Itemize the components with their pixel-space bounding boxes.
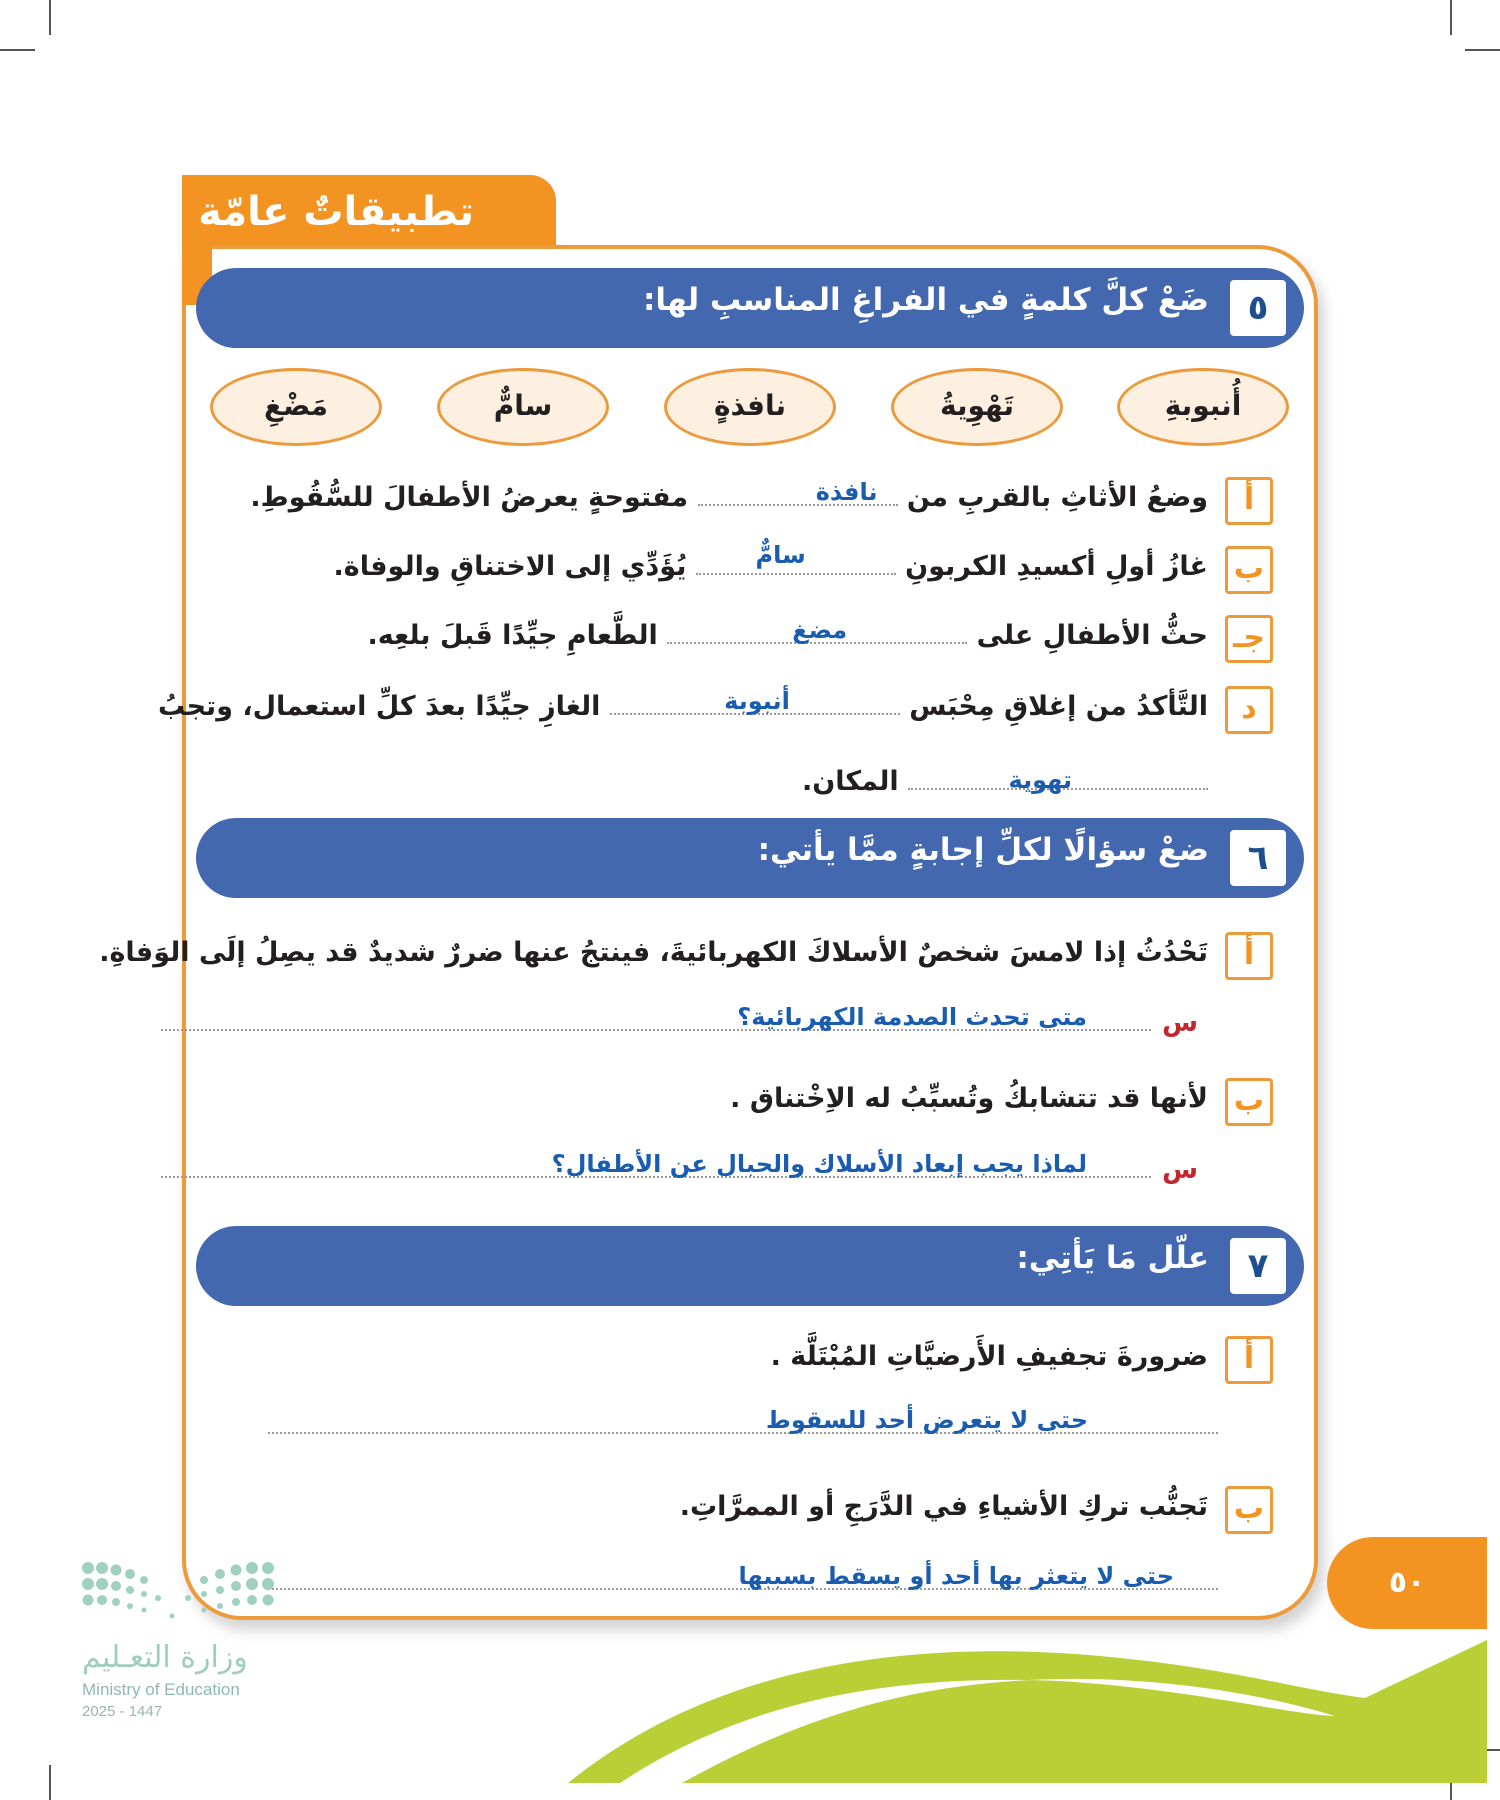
item-label: ب bbox=[1225, 546, 1273, 594]
section-title: ضعْ سؤالًا لكلِّ إجابةٍ ممَّا يأتي: bbox=[757, 832, 1209, 868]
ministry-name-english: Ministry of Education bbox=[82, 1680, 240, 1699]
word-bank-item[interactable]: نافذةٍ bbox=[664, 368, 836, 446]
word-bank-item[interactable]: أُنبوبةِ bbox=[1117, 368, 1289, 446]
blank-field[interactable] bbox=[610, 687, 900, 715]
fill-blank-item: وضعُ الأثاثِ بالقربِ من نافذة مفتوحةٍ يعرضُ الأطفالَ للسُّقُوطِ. bbox=[250, 478, 1208, 513]
word-bank-item[interactable]: مَضْغِ bbox=[210, 368, 382, 446]
question-marker: س bbox=[1162, 1008, 1198, 1038]
ministry-logo-dots-icon bbox=[80, 1560, 280, 1640]
item-label: جـ bbox=[1225, 615, 1273, 663]
section-number: ٧ bbox=[1230, 1238, 1286, 1294]
edition-year: 2025 - 1447 bbox=[82, 1703, 163, 1720]
answer-text: أنبوبة bbox=[724, 687, 790, 715]
answer-text: نافذة bbox=[815, 478, 878, 506]
item-label: ب bbox=[1225, 1078, 1273, 1126]
answer-field[interactable] bbox=[268, 1406, 1218, 1434]
answer-line bbox=[268, 1406, 1218, 1438]
answer-statement: لأنها قد تتشابكُ وتُسبِّبُ له الاِخْتناق . bbox=[730, 1083, 1208, 1114]
answer-text: سامٌّ bbox=[755, 541, 806, 569]
answer-line bbox=[268, 1562, 1218, 1594]
section-title: ضَعْ كلَّ كلمةٍ في الفراغِ المناسبِ لها: bbox=[643, 282, 1209, 318]
fill-blank-item: حثُّ الأطفالِ على مضغ الطَّعامِ جيِّدًا قَبلَ بلعِه. bbox=[367, 616, 1208, 651]
item-label: ب bbox=[1225, 1486, 1273, 1534]
section-number: ٦ bbox=[1230, 830, 1286, 886]
section-7-header bbox=[196, 1226, 1304, 1306]
reason-statement: ضرورةَ تجفيفِ الأَرضيَّاتِ المُبْتَلَّة . bbox=[770, 1341, 1208, 1372]
answer-field[interactable] bbox=[268, 1562, 1218, 1590]
answer-text: حتى لا يتعثر بها أحد أو يسقط بسببها bbox=[738, 1562, 1174, 1590]
answer-statement: تَحْدُثُ إذا لامسَ شخصٌ الأسلاكَ الكهربائيةَ، فينتجُ عنها ضررٌ شديدٌ قد يصِلُ إلَى الوَفاةِ. bbox=[99, 937, 1208, 968]
word-bank-item[interactable]: سامٌّ bbox=[437, 368, 609, 446]
question-field[interactable] bbox=[161, 1003, 1151, 1031]
question-marker: س bbox=[1162, 1155, 1198, 1185]
blank-field[interactable] bbox=[667, 616, 967, 644]
ministry-name-arabic: وزارة التعـليم bbox=[82, 1640, 248, 1675]
blank-field[interactable] bbox=[698, 478, 898, 506]
answer-text: تهوية bbox=[1008, 766, 1072, 794]
fill-blank-item: التَّأكدُ من إغلاقِ مِحْبَس أنبوبة الغازِ جيِّدًا بعدَ كلِّ استعمال، وتجبُ bbox=[158, 687, 1208, 722]
question-field[interactable] bbox=[161, 1150, 1151, 1178]
question-line bbox=[161, 1150, 1198, 1185]
answer-text: لماذا يجب إبعاد الأسلاك والحبال عن الأطفال؟ bbox=[551, 1150, 1088, 1178]
word-bank-item[interactable]: تَهْوِيةُ bbox=[891, 368, 1063, 446]
fill-blank-continuation: تهوية المكان. bbox=[802, 766, 1208, 797]
section-number: ٥ bbox=[1230, 280, 1286, 336]
section-6-header bbox=[196, 818, 1304, 898]
page-title: تطبيقاتٌ عامّة bbox=[198, 189, 474, 235]
blank-field[interactable] bbox=[696, 541, 896, 575]
section-5-header bbox=[196, 268, 1304, 348]
item-label: د bbox=[1225, 686, 1273, 734]
answer-text: مضغ bbox=[792, 616, 848, 644]
item-label: أ bbox=[1225, 1336, 1273, 1384]
section-title: علّل مَا يَأتِي: bbox=[1016, 1240, 1209, 1276]
item-label: أ bbox=[1225, 932, 1273, 980]
fill-blank-item: غازُ أولِ أكسيدِ الكربونِ سامٌّ يُؤَدِّي إلى الاختناقِ والوفاة. bbox=[333, 541, 1208, 582]
answer-text: حتى لا يتعرض أحد للسقوط bbox=[765, 1406, 1088, 1434]
question-line bbox=[161, 1003, 1198, 1038]
item-label: أ bbox=[1225, 477, 1273, 525]
answer-text: متى تحدث الصدمة الكهربائية؟ bbox=[737, 1003, 1088, 1031]
page-number: ٥٠ bbox=[1327, 1537, 1487, 1629]
reason-statement: تَجنُّب تركِ الأشياءِ في الدَّرَجِ أو الممرَّاتِ. bbox=[679, 1491, 1208, 1522]
